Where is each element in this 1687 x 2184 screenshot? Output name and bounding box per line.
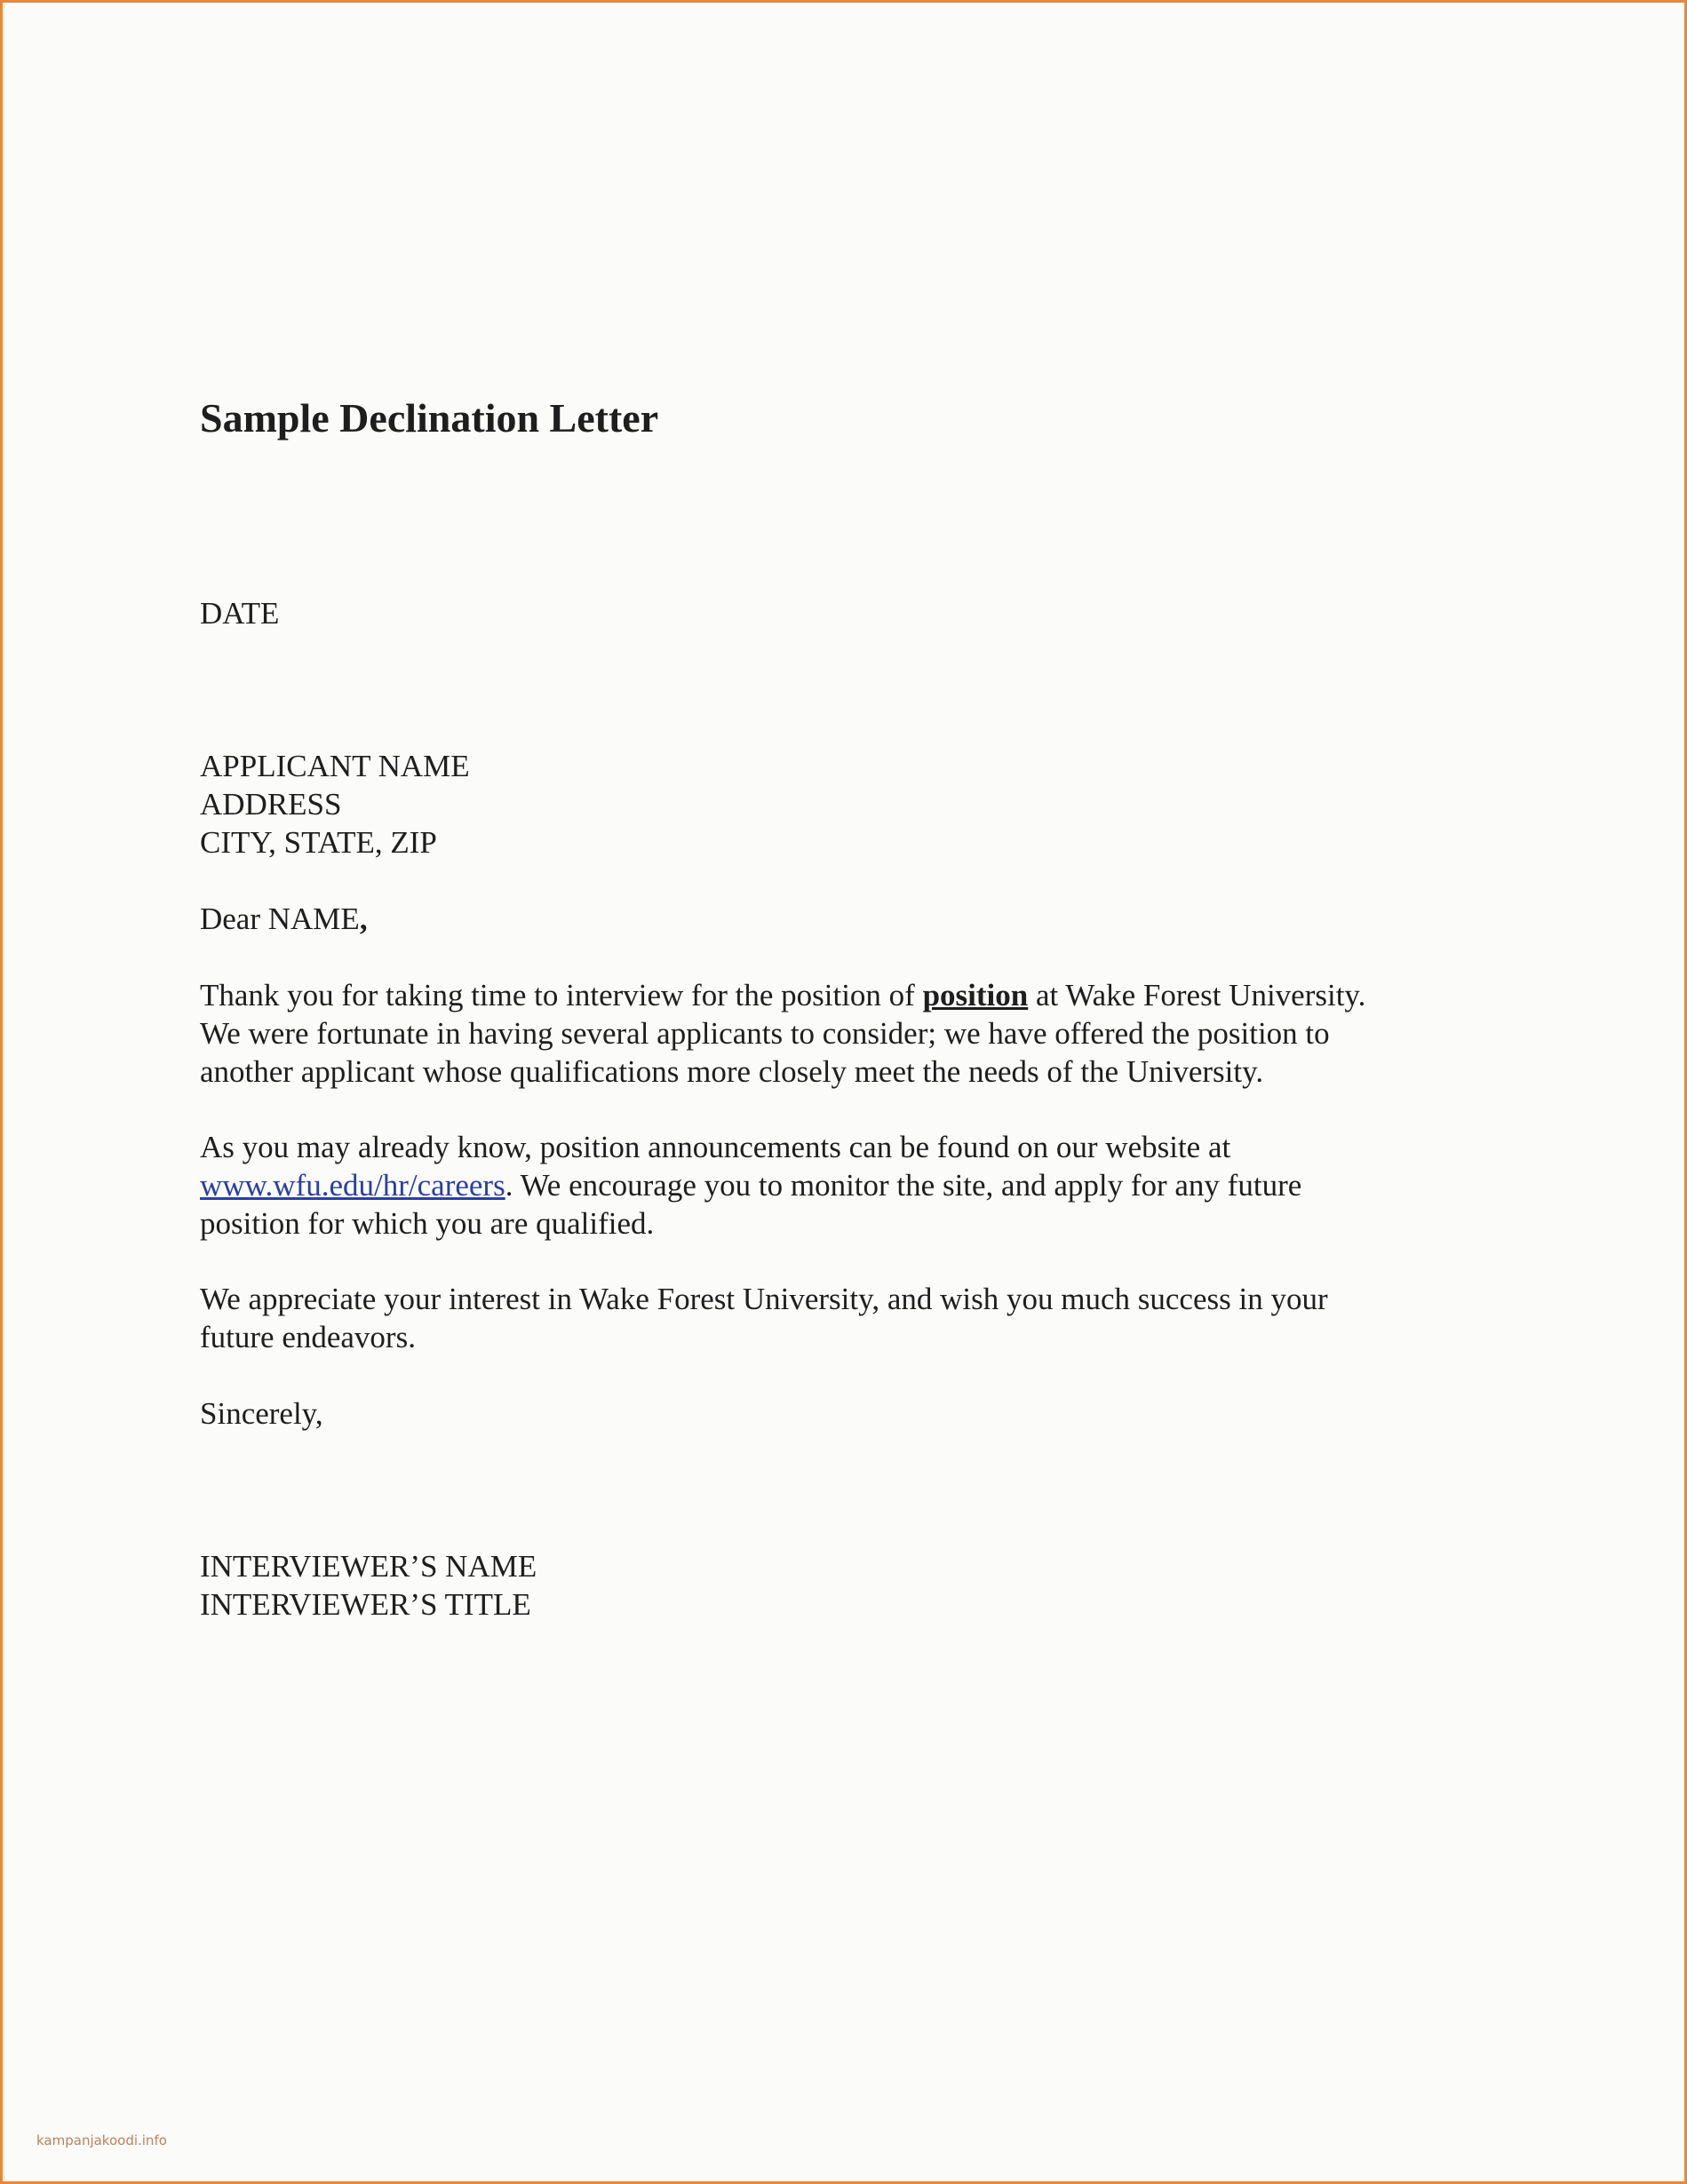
careers-link[interactable]: www.wfu.edu/hr/careers <box>200 1168 505 1203</box>
line-text-after: at Wake Forest University. <box>1028 978 1366 1013</box>
line-text-after-link: . We encourage you to monitor the site, and apply for any future <box>505 1168 1302 1203</box>
paragraph-line: As you may already know, position announcements can be found on our website at <box>200 1130 1231 1164</box>
paragraph-thank-you <box>200 976 1365 1091</box>
salutation-comma: , <box>359 901 368 936</box>
closing <box>200 1394 323 1433</box>
recipient-city-state-zip: CITY, STATE, ZIP <box>200 825 437 860</box>
paragraph-line <box>200 976 1365 1014</box>
signature-block <box>200 1547 537 1624</box>
paragraph-line: We appreciate your interest in Wake Forest University, and wish you much success in your <box>200 1282 1328 1316</box>
line-text-before: Thank you for taking time to interview for the position of <box>200 978 923 1013</box>
salutation-line <box>200 900 368 938</box>
closing-text: Sincerely, <box>200 1396 323 1431</box>
recipient-address: ADDRESS <box>200 787 342 822</box>
date-line <box>200 594 279 632</box>
interviewer-title: INTERVIEWER’S TITLE <box>200 1587 531 1622</box>
recipient-name: APPLICANT NAME <box>200 749 470 783</box>
paragraph-appreciation <box>200 1280 1328 1356</box>
paragraph-line: another applicant whose qualifications more closely meet the needs of the University. <box>200 1054 1264 1089</box>
date-placeholder: DATE <box>200 596 280 631</box>
letter-title: Sample Declination Letter <box>200 395 659 441</box>
watermark-text: kampanjakoodi.info <box>36 2132 167 2148</box>
paragraph-website <box>200 1128 1301 1243</box>
salutation <box>200 900 368 938</box>
salutation-text: Dear NAME <box>200 901 360 936</box>
recipient-address-block <box>200 747 470 862</box>
paragraph-line <box>200 1166 1301 1204</box>
paragraph-line: position for which you are qualified. <box>200 1206 655 1241</box>
paragraph-line: We were fortunate in having several applicants to consider; we have offered the position to <box>200 1016 1330 1051</box>
position-placeholder: position <box>922 978 1029 1013</box>
interviewer-name: INTERVIEWER’S NAME <box>200 1549 537 1584</box>
paragraph-line: future endeavors. <box>200 1320 416 1354</box>
